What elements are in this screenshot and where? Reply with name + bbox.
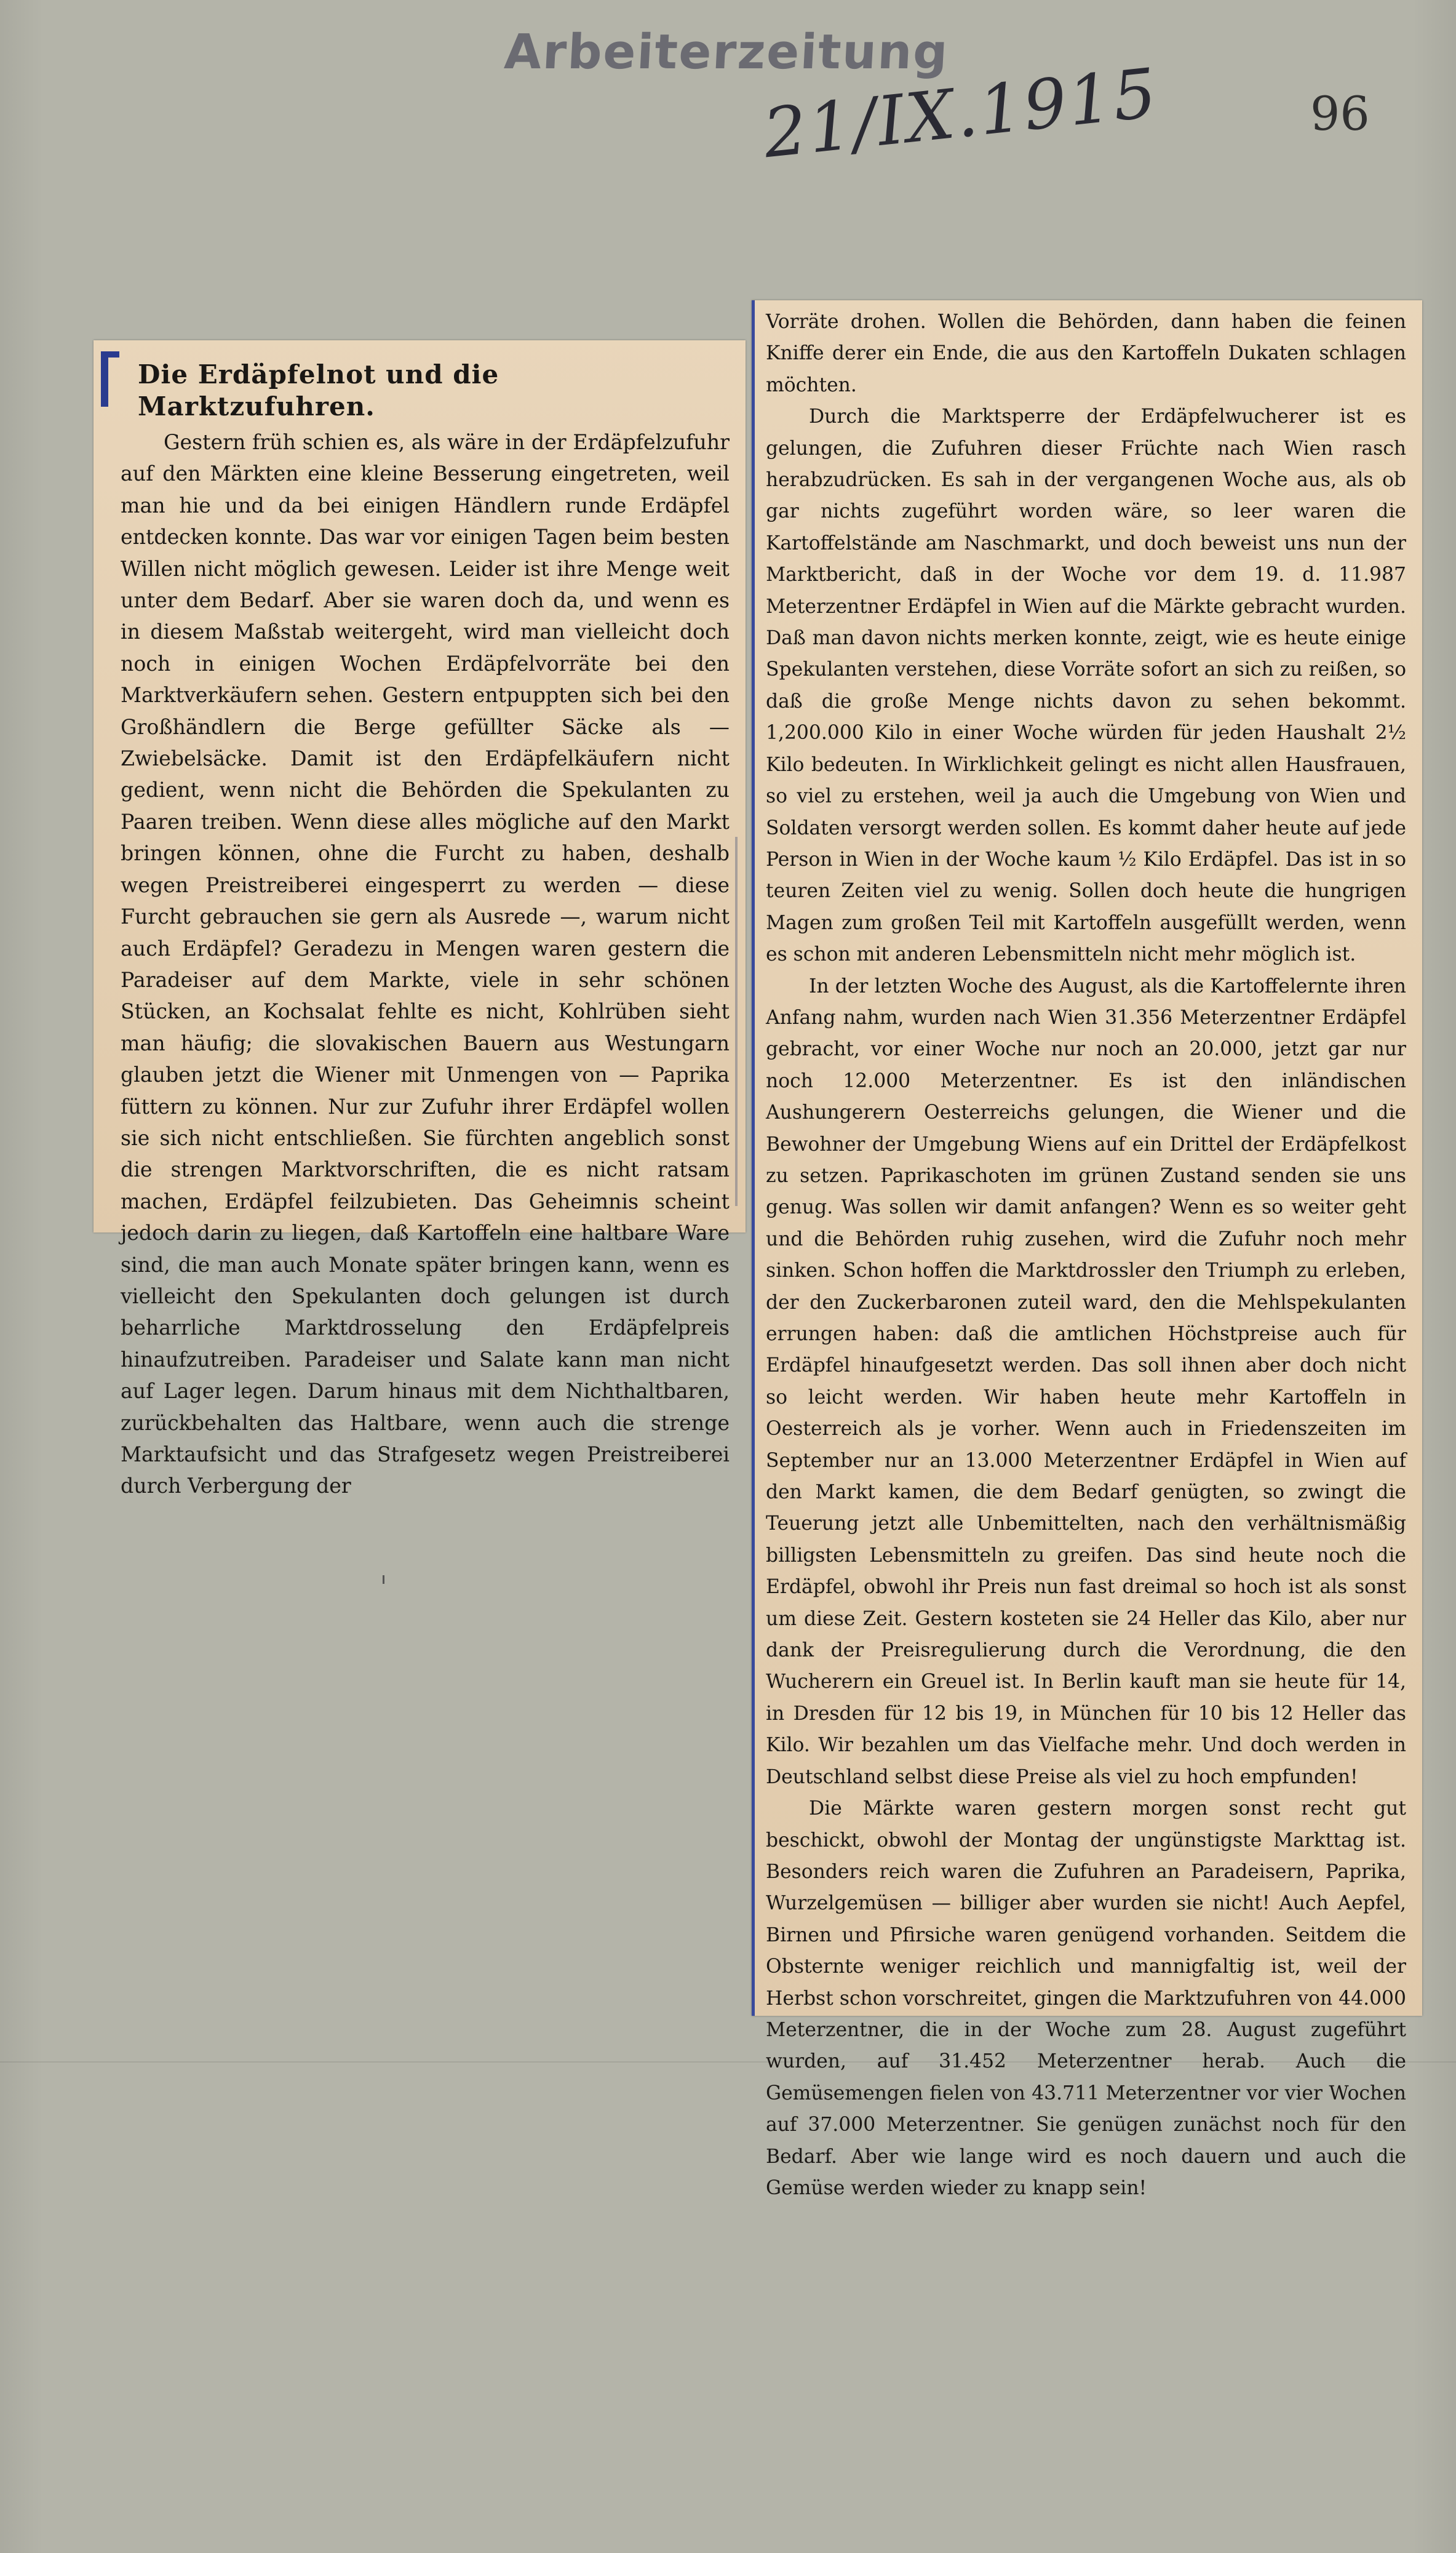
clipping-left-column <box>93 340 746 1498</box>
newspaper-name-stamp: Arbeiterzeitung <box>503 25 950 80</box>
paper-fold-line <box>0 2061 1456 2063</box>
clipping-right-column <box>752 300 1422 2199</box>
article-paragraph: Vorräte drohen. Wollen die Behörden, dann haben die feinen Kniffe derer ein Ende, die aus den Kartoffeln Dukaten schlagen möchten. <box>766 311 1406 396</box>
article-paragraph: Gestern früh schien es, als wäre in der Erdäpfelzufuhr auf den Märkten eine kleine Besserung eingetreten, weil man hie und da bei einigen Händlern runde Erdäpfel entdecken konnte. Das war vor einigen Tagen beim besten Willen nicht möglich gewesen. Leider ist ihre Menge weit unter dem Bedarf. Aber sie waren doch da, und wenn es in diesem Maßstab weitergeht, wird man vielleicht doch noch in einigen Wochen Erdäpfelvorräte bei den Marktverkäufern sehen. Gestern entpuppten sich bei den Großhändlern die Berge gefüllter Säcke als — Zwiebelsäcke. Damit ist den Erdäpfelkäufern nicht gedient, wenn nicht die Behörden die Spekulanten zu Paaren treiben. Wenn diese alles mögliche auf den Markt bringen können, ohne die Furcht zu haben, deshalb wegen Preistreiberei eingesperrt zu werden — diese Furcht gebrauchen sie gern als Ausrede —, warum nicht auch Erdäpfel? Geradezu in Mengen waren gestern die Paradeiser auf dem Markte, viele in sehr schönen Stücken, an Kochsalat fehlte es nicht, Kohlrüben sieht man häufig; die slovakischen Bauern aus Westungarn glauben jetzt die Wiener mit Unmengen von — Paprika füttern zu können. Nur zur Zufuhr ihrer Erdäpfel wollen sie sich nicht entschließen. Sie fürchten angeblich sonst die strengen Marktvorschriften, die es nicht ratsam machen, Erdäpfel feilzubieten. Das Geheimnis scheint jedoch darin zu liegen, daß Kartoffeln eine haltbare Ware sind, die man auch Monate später bringen kann, wenn es vielleicht den Spekulanten doch gelungen ist durch beharrliche Marktdrosselung den Erdäpfelpreis hinaufzutreiben. Paradeiser und Salate kann man nicht auf Lager legen. Darum hinaus mit dem Nichthaltbaren, zurückbehalten das Haltbare, wenn auch die strenge Marktaufsicht und das Strafgesetz wegen Preistreiberei durch Verbergung der <box>121 430 730 1498</box>
article-title: Die Erdäpfelnot und die Marktzufuhren. <box>138 359 499 422</box>
paper-speck <box>383 1575 384 1584</box>
blue-pencil-bracket-icon <box>101 351 108 407</box>
article-paragraph: Durch die Marktsperre der Erdäpfelwucherer ist es gelungen, die Zufuhren dieser Früchte nach Wien rasch herabzudrücken. Es sah in der vergangenen Woche aus, als ob gar nichts zugeführt worden wäre, so leer waren die Kartoffelstände am Naschmarkt, und doch beweist uns nun der Marktbericht, daß in der Woche vor dem 19. d. 11.987 Meterzentner Erdäpfel in Wien auf die Märkte gebracht wurden. Daß man davon nichts merken konnte, zeigt, wie es heute einige Spekulanten verstehen, diese Vorräte sofort an sich zu reißen, so daß die große Menge nichts davon zu sehen bekommt. 1,200.000 Kilo in einer Woche würden für jeden Haushalt 2½ Kilo bedeuten. In Wirklichkeit gelingt es nicht allen Hausfrauen, so viel zu erstehen, weil ja auch die Umgebung von Wien und Soldaten versorgt werden sollen. Es kommt daher heute auf jede Person in Wien in der Woche kaum ½ Kilo Erdäpfel. Das ist in so teuren Zeiten viel zu wenig. Sollen doch heute die hungrigen Magen zum großen Teil mit Kartoffeln ausgefüllt werden, wenn es schon mit anderen Lebensmitteln nicht mehr möglich ist. <box>766 406 1406 966</box>
archive-number: 96 <box>1310 86 1370 141</box>
pencil-margin-mark <box>735 837 738 1206</box>
article-paragraph: In der letzten Woche des August, als die Kartoffelernte ihren Anfang nahm, wurden nach Wien 31.356 Meterzentner Erdäpfel gebracht, vor einer Woche nur noch an 20.000, jetzt gar nur noch 12.000 Meterzentner. Es ist den inländischen Aushungerern Oesterreichs gelungen, die Wiener und die Bewohner der Umgebung Wiens auf ein Drittel der Erdäpfelkost zu setzen. Paprikaschoten im grünen Zustand senden sie uns genug. Was sollen wir damit anfangen? Wenn es so weiter geht und die Behörden ruhig zusehen, wird die Zufuhr noch mehr sinken. Schon hoffen die Marktdrossler den Triumph zu erleben, der den Zuckerbaronen zuteil ward, den die Mehlspekulanten errungen haben: daß die amtlichen Höchstpreise auch für Erdäpfel hinaufgesetzt werden. Das soll ihnen aber doch nicht so leicht werden. Wir haben heute mehr Kartoffeln in Oesterreich als je vorher. Wenn auch in Friedenszeiten im September nur an 13.000 Meterzentner Erdäpfel in Wien auf den Markt kamen, die dem Bedarf genügten, so zwingt die Teuerung jetzt alle Unbemittelten, nach den verhältnismäßig billigsten Lebensmitteln zu greifen. Das sind heute noch die Erdäpfel, obwohl ihr Preis nun fast dreimal so hoch ist als sonst um diese Zeit. Gestern kosteten sie 24 Heller das Kilo, aber nur dank der Preisregulierung durch die Verordnung, die den Wucherern ein Greuel ist. In Berlin kauft man sie heute für 14, in Dresden für 12 bis 19, in München für 10 bis 12 Heller das Kilo. Wir bezahlen um das Vielfache mehr. Und doch werden in Deutschland selbst diese Preise als viel zu hoch empfunden! <box>766 975 1406 1788</box>
handwritten-date: 21/IX.1915 <box>760 53 1162 174</box>
article-paragraph: Die Märkte waren gestern morgen sonst recht gut beschickt, obwohl der Montag der ungünstigste Markttag ist. Besonders reich waren die Zufuhren an Paradeisern, Paprika, Wurzelgemüsen — billiger aber wurden sie nicht! Auch Aepfel, Birnen und Pfirsiche waren genügend vorhanden. Seitdem die Obsternte weniger reichlich und mannigfaltig ist, weil der Herbst schon vorschreitet, gingen die Marktzufuhren von 44.000 Meterzentner, die in der Woche zum 28. August zugeführt wurden, auf 31.452 Meterzentner herab. Auch die Gemüsemengen fielen von 43.711 Meterzentner vor vier Wochen auf 37.000 Meterzentner. Sie genügen zunächst noch für den Bedarf. Aber wie lange wird es noch dauern und auch die Gemüse werden wieder zu knapp sein! <box>766 1797 1406 2199</box>
